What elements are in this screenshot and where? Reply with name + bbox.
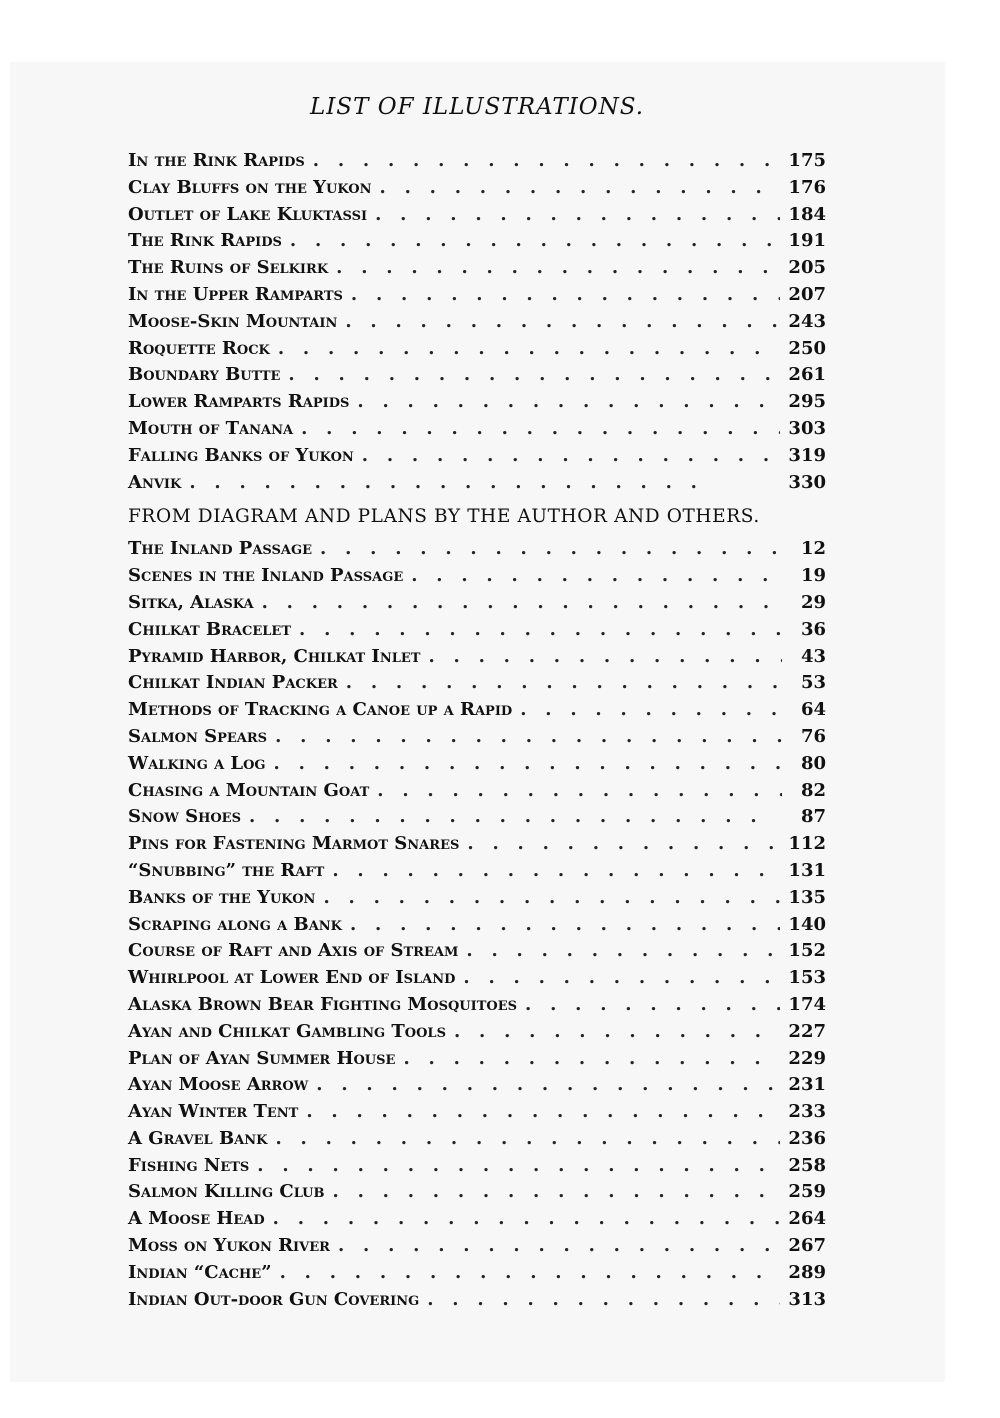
entry-label: Roquette Rock <box>128 337 270 359</box>
list-entry <box>128 1046 826 1073</box>
entry-page-number: 112 <box>788 833 826 855</box>
entry-label: Falling Banks of Yukon <box>128 444 354 466</box>
dot-leader <box>280 1260 781 1287</box>
entry-page-number: 236 <box>788 1127 826 1149</box>
entry-label: A Moose Head <box>128 1208 265 1230</box>
entry-page-number: 176 <box>788 176 826 198</box>
entry-label: Indian “Cache” <box>128 1261 272 1283</box>
entry-label: Scraping along a Bank <box>128 913 342 935</box>
list-entry <box>128 617 826 644</box>
dot-leader <box>350 912 780 939</box>
list-entry <box>128 885 826 912</box>
entry-page-number: 29 <box>800 591 826 613</box>
illustrations-list <box>128 92 826 1313</box>
entry-label: Chilkat Indian Packer <box>128 672 338 694</box>
dot-leader <box>375 202 780 229</box>
dot-leader <box>313 148 781 175</box>
entry-label: Whirlpool at Lower End of Island <box>128 967 456 989</box>
list-entry <box>128 912 826 939</box>
dot-leader <box>320 536 782 563</box>
list-entry <box>128 858 826 885</box>
dot-leader <box>380 175 781 202</box>
list-entry <box>128 1019 826 1046</box>
list-entry <box>128 536 826 563</box>
entry-label: The Inland Passage <box>128 538 313 560</box>
illustrations-list-one <box>128 148 826 496</box>
entry-page-number: 330 <box>788 471 826 493</box>
dot-leader <box>274 751 782 778</box>
entry-label: Pins for Fastening Marmot Snares <box>128 833 460 855</box>
entry-page-number: 87 <box>800 806 826 828</box>
entry-label: “Snubbing” the Raft <box>128 859 325 881</box>
entry-page-number: 76 <box>800 725 826 747</box>
entry-label: Fishing Nets <box>128 1154 250 1176</box>
entry-page-number: 140 <box>788 913 826 935</box>
entry-label: Anvik <box>128 471 182 493</box>
entry-label: Sitka, Alaska <box>128 591 254 613</box>
list-entry <box>128 778 826 805</box>
entry-page-number: 184 <box>788 203 826 225</box>
entry-page-number: 295 <box>788 391 826 413</box>
entry-page-number: 261 <box>788 364 826 386</box>
entry-label: Pyramid Harbor, Chilkat Inlet <box>128 645 421 667</box>
list-entry <box>128 336 826 363</box>
dot-leader <box>346 670 782 697</box>
dot-leader <box>454 1019 780 1046</box>
entry-page-number: 313 <box>788 1288 826 1310</box>
entry-label: Scenes in the Inland Passage <box>128 565 404 587</box>
dot-leader <box>427 1287 780 1314</box>
entry-page-number: 205 <box>788 257 826 279</box>
dot-leader <box>262 590 782 617</box>
entry-page-number: 289 <box>788 1261 826 1283</box>
entry-label: In the Upper Ramparts <box>128 283 343 305</box>
list-entry <box>128 309 826 336</box>
dot-leader <box>288 362 780 389</box>
dot-leader <box>362 443 781 470</box>
entry-label: Ayan Winter Tent <box>128 1101 299 1123</box>
entry-label: Boundary Butte <box>128 364 281 386</box>
entry-page-number: 135 <box>788 886 826 908</box>
entry-page-number: 80 <box>800 752 826 774</box>
entry-label: Ayan Moose Arrow <box>128 1074 309 1096</box>
list-entry <box>128 255 826 282</box>
entry-page-number: 207 <box>788 283 826 305</box>
dot-leader <box>301 416 780 443</box>
dot-leader <box>273 1206 781 1233</box>
list-entry <box>128 697 826 724</box>
entry-page-number: 267 <box>788 1235 826 1257</box>
entry-page-number: 152 <box>788 940 826 962</box>
list-entry <box>128 362 826 389</box>
list-entry <box>128 1099 826 1126</box>
list-entry <box>128 724 826 751</box>
list-entry <box>128 175 826 202</box>
entry-page-number: 229 <box>788 1047 826 1069</box>
dot-leader <box>463 965 780 992</box>
list-entry <box>128 590 826 617</box>
list-entry <box>128 443 826 470</box>
dot-leader <box>466 938 780 965</box>
entry-page-number: 191 <box>788 230 826 252</box>
entry-label: Snow Shoes <box>128 806 241 828</box>
entry-page-number: 12 <box>800 538 826 560</box>
list-entry <box>128 1287 826 1314</box>
entry-label: The Rink Rapids <box>128 230 282 252</box>
entry-label: Moss on Yukon River <box>128 1235 330 1257</box>
entry-page-number: 174 <box>788 993 826 1015</box>
entry-label: Salmon Killing Club <box>128 1181 325 1203</box>
entry-label: Moose-Skin Mountain <box>128 310 338 332</box>
dot-leader <box>275 724 782 751</box>
entry-page-number: 258 <box>788 1154 826 1176</box>
list-entry <box>128 938 826 965</box>
dot-leader <box>338 1233 780 1260</box>
dot-leader <box>278 336 781 363</box>
list-entry <box>128 1072 826 1099</box>
list-entry <box>128 1260 826 1287</box>
dot-leader <box>345 309 780 336</box>
list-entry <box>128 751 826 778</box>
dot-leader <box>333 1179 781 1206</box>
dot-leader <box>351 282 781 309</box>
entry-page-number: 319 <box>788 444 826 466</box>
list-entry <box>128 1179 826 1206</box>
entry-label: Banks of the Yukon <box>128 886 316 908</box>
list-entry <box>128 563 826 590</box>
entry-page-number: 259 <box>788 1181 826 1203</box>
entry-label: Plan of Ayan Summer House <box>128 1047 396 1069</box>
entry-page-number: 131 <box>788 859 826 881</box>
entry-page-number: 64 <box>800 699 826 721</box>
list-entry <box>128 644 826 671</box>
entry-page-number: 82 <box>800 779 826 801</box>
entry-page-number: 19 <box>800 565 826 587</box>
dot-leader <box>257 1153 780 1180</box>
list-entry <box>128 282 826 309</box>
entry-page-number: 53 <box>800 672 826 694</box>
dot-leader <box>520 697 782 724</box>
dot-leader <box>316 1072 780 1099</box>
dot-leader <box>377 778 782 805</box>
dot-leader <box>323 885 780 912</box>
entry-label: The Ruins of Selkirk <box>128 257 329 279</box>
entry-label: Course of Raft and Axis of Stream <box>128 940 459 962</box>
dot-leader <box>189 470 780 497</box>
list-entry <box>128 670 826 697</box>
entry-page-number: 227 <box>788 1020 826 1042</box>
entry-label: Mouth of Tanana <box>128 417 294 439</box>
entry-label: Alaska Brown Bear Fighting Mosquitoes <box>128 993 518 1015</box>
dot-leader <box>275 1126 780 1153</box>
entry-page-number: 153 <box>788 967 826 989</box>
entry-label: Indian Out-door Gun Covering <box>128 1288 420 1310</box>
entry-page-number: 264 <box>788 1208 826 1230</box>
entry-page-number: 175 <box>788 150 826 171</box>
list-entry <box>128 1153 826 1180</box>
list-entry <box>128 1206 826 1233</box>
dot-leader <box>299 617 782 644</box>
page-title: LIST OF ILLUSTRATIONS. <box>309 94 645 120</box>
entry-label: Walking a Log <box>128 752 266 774</box>
entry-page-number: 231 <box>788 1074 826 1096</box>
entry-label: Chasing a Mountain Goat <box>128 779 370 801</box>
list-entry <box>128 1233 826 1260</box>
dot-leader <box>306 1099 780 1126</box>
entry-page-number: 243 <box>788 310 826 332</box>
list-entry <box>128 470 826 497</box>
list-entry <box>128 148 826 175</box>
list-entry <box>128 202 826 229</box>
entry-label: Methods of Tracking a Canoe up a Rapid <box>128 699 513 721</box>
list-entry <box>128 965 826 992</box>
dot-leader <box>332 858 780 885</box>
entry-label: Ayan and Chilkat Gambling Tools <box>128 1020 446 1042</box>
dot-leader <box>249 804 782 831</box>
entry-label: Salmon Spears <box>128 725 268 747</box>
entry-label: Clay Bluffs on the Yukon <box>128 176 372 198</box>
dot-leader <box>467 831 780 858</box>
dot-leader <box>336 255 780 282</box>
dot-leader <box>290 228 781 255</box>
list-entry <box>128 831 826 858</box>
list-entry <box>128 389 826 416</box>
entry-page-number: 43 <box>800 645 826 667</box>
list-entry <box>128 1126 826 1153</box>
entry-page-number: 36 <box>800 618 826 640</box>
dot-leader <box>357 389 780 416</box>
list-entry <box>128 228 826 255</box>
dot-leader <box>428 644 782 671</box>
entry-label: In the Rink Rapids <box>128 150 305 171</box>
entry-page-number: 233 <box>788 1101 826 1123</box>
list-entry <box>128 804 826 831</box>
dot-leader <box>411 563 782 590</box>
list-entry <box>128 992 826 1019</box>
dot-leader <box>525 992 780 1019</box>
entry-label: Outlet of Lake Kluktassi <box>128 203 368 225</box>
list-entry <box>128 416 826 443</box>
entry-label: Chilkat Bracelet <box>128 618 292 640</box>
entry-page-number: 303 <box>788 417 826 439</box>
entry-label: Lower Ramparts Rapids <box>128 391 350 413</box>
section-heading: FROM DIAGRAM AND PLANS BY THE AUTHOR AND OTHERS. <box>128 506 760 528</box>
dot-leader <box>403 1046 780 1073</box>
entry-page-number: 250 <box>788 337 826 359</box>
illustrations-list-two <box>128 536 826 1313</box>
entry-label: A Gravel Bank <box>128 1127 268 1149</box>
